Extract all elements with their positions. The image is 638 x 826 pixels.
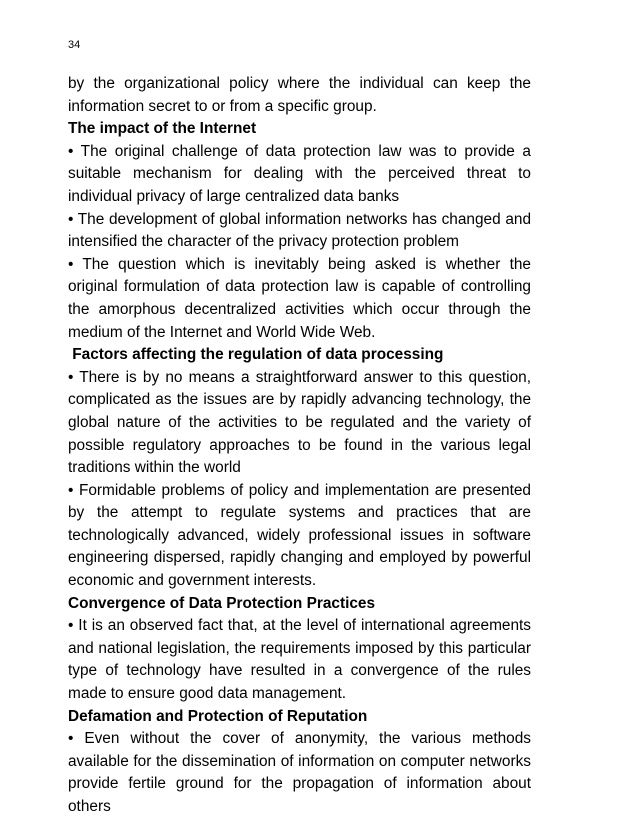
page-number: 34	[68, 39, 81, 51]
heading-defamation: Defamation and Protection of Reputation	[68, 707, 368, 725]
bullet-observed-fact: • It is an observed fact that, at the level of international agreements and national legislation, the requirements imposed by this particular type of technology have resulted in a convergence of the rules made to ensure good data management.	[68, 617, 531, 703]
heading-impact-of-internet: The impact of the Internet	[68, 120, 257, 138]
heading-factors-regulation: Factors affecting the regulation of data processing	[68, 346, 444, 364]
bullet-anonymity: • Even without the cover of anonymity, the various methods available for the dissemination of information on computer networks provide fertile ground for the propagation of information about others	[68, 730, 531, 815]
document-body	[68, 73, 531, 819]
bullet-global-networks: • The development of global information networks has changed and intensified the character of the privacy protection problem	[68, 210, 531, 251]
bullet-formidable-problems: • Formidable problems of policy and implementation are presented by the attempt to regulate systems and practices that are technologically advanced, widely professional issues in software engineering dispersed, rapidly changing and employed by powerful economic and government interests.	[68, 481, 531, 590]
paragraph-continuation: by the organizational policy where the individual can keep the information secret to or from a specific group.	[68, 75, 531, 115]
heading-convergence: Convergence of Data Protection Practices	[68, 594, 376, 612]
bullet-no-straightforward-answer: • There is by no means a straightforward answer to this question, complicated as the issues are by rapidly advancing technology, the global nature of the activities to be regulated and the variety of possible regulatory approaches to be found in the various legal traditions within the world	[68, 368, 531, 477]
bullet-original-challenge: • The original challenge of data protection law was to provide a suitable mechanism for dealing with the perceived threat to individual privacy of large centralized data banks	[68, 142, 531, 205]
bullet-inevitable-question: • The question which is inevitably being asked is whether the original formulation of data protection law is capable of controlling the amorphous decentralized activities which occur through the medium of the Internet and World Wide Web.	[68, 255, 531, 341]
